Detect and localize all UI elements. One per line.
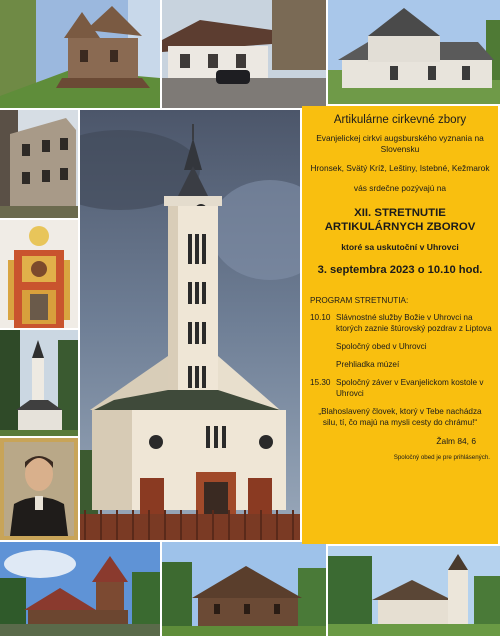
- photo-church-with-tower: [328, 546, 500, 636]
- photo-old-building: [0, 110, 78, 218]
- event-title: XII. STRETNUTIE ARTIKULÁRNYCH ZBOROV: [324, 207, 476, 233]
- program-time: [310, 360, 336, 370]
- program-item: [310, 360, 492, 370]
- photo-wooden-church-hronsek: [0, 0, 160, 108]
- photo-wooden-church-red-roof: [0, 542, 160, 636]
- program-time: [310, 342, 336, 352]
- program-item: [310, 378, 492, 399]
- photo-altar: [0, 220, 78, 328]
- photo-church-tower-small: [0, 330, 78, 436]
- invite-line: vás srdečne pozývajú na: [353, 183, 447, 193]
- program-item: [310, 313, 492, 334]
- places-line: Hronsek, Svätý Kríž, Leštiny, Istebné, Kežmarok: [310, 163, 490, 173]
- church-line: Evanjelickej cirkvi augsburského vyznania na Slovensku: [316, 133, 484, 154]
- lunch-note: Spoločný obed je pre prihlásených.: [393, 454, 490, 462]
- program-text: Prehliadka múzeí: [336, 360, 400, 370]
- program-text: Spoločný záver v Evanjelickom kostole v Uhrovci: [336, 378, 484, 398]
- program-section: [308, 296, 492, 399]
- event-date: 3. septembra 2023 o 10.10 hod.: [317, 264, 483, 277]
- program-time: 10.10: [310, 313, 331, 323]
- psalm-reference: Žalm 84, 6: [436, 436, 476, 447]
- program-text: Slávnostné služby Božie v Uhrovci na ktorých zaznie štúrovský pozdrav z Liptova: [336, 313, 492, 333]
- photo-portrait-painting: [0, 438, 78, 540]
- program-item: [310, 342, 492, 352]
- panel-title: Artikulárne cirkevné zbory: [333, 114, 467, 126]
- program-text: Spoločný obed v Uhrovci: [336, 341, 427, 351]
- photo-house-street: [162, 0, 326, 108]
- event-place: ktoré sa uskutoční v Uhrovci: [341, 242, 459, 253]
- program-time: 15.30: [310, 378, 331, 388]
- event-info-panel: [302, 106, 498, 544]
- psalm-quote: „Blahoslavený človek, ktorý v Tebe nachádza silu, tí, čo majú na mysli cesty do chrámu!“: [318, 406, 482, 427]
- program-title: PROGRAM STRETNUTIA:: [310, 296, 409, 306]
- photo-wooden-church-hervartov: [162, 542, 326, 636]
- photo-articular-church-white: [328, 0, 500, 104]
- photo-church-uhrovec: [80, 110, 300, 540]
